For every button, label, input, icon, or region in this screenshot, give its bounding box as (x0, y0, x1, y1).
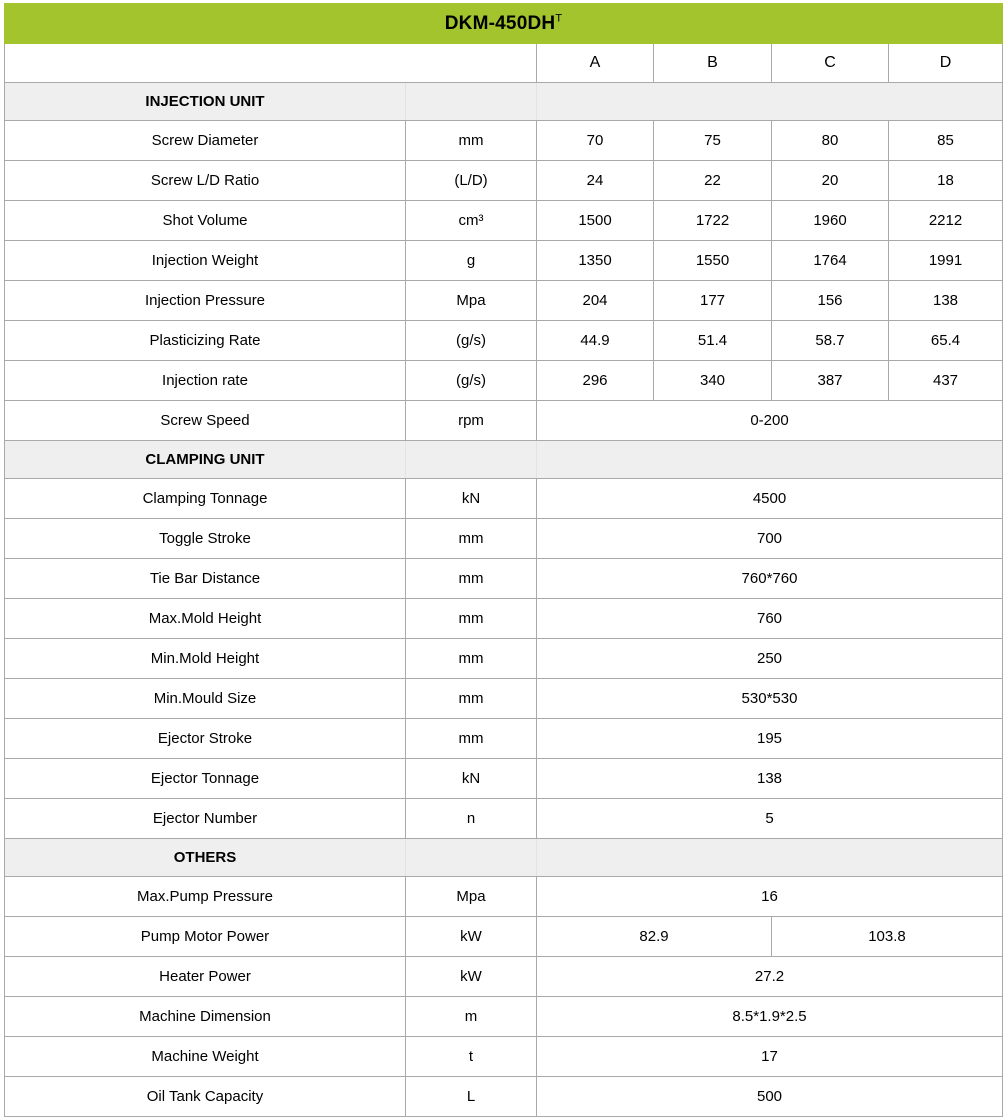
section-title: CLAMPING UNIT (5, 441, 406, 479)
section-row (5, 441, 1003, 479)
row-value: 24 (537, 161, 654, 201)
row-value: 0-200 (537, 401, 1003, 441)
row-value: 1722 (654, 201, 772, 241)
column-header-b: B (654, 44, 772, 83)
row-value: 1500 (537, 201, 654, 241)
row-value: 138 (537, 759, 1003, 799)
row-label: Pump Motor Power (5, 917, 406, 957)
row-value: 5 (537, 799, 1003, 839)
row-value: 296 (537, 361, 654, 401)
row-label: Injection Weight (5, 241, 406, 281)
section-spacer (537, 441, 1003, 479)
section-row (5, 839, 1003, 877)
row-unit: t (406, 1037, 537, 1077)
section-spacer (406, 441, 537, 479)
row-label: Oil Tank Capacity (5, 1077, 406, 1117)
table-row (5, 121, 1003, 161)
table-row (5, 479, 1003, 519)
row-value: 8.5*1.9*2.5 (537, 997, 1003, 1037)
section-title: OTHERS (5, 839, 406, 877)
row-value: 103.8 (772, 917, 1003, 957)
row-label: Injection Pressure (5, 281, 406, 321)
row-unit: mm (406, 519, 537, 559)
row-value: 82.9 (537, 917, 772, 957)
page-title (5, 4, 1003, 44)
model-name: DKM-450DH (444, 12, 556, 34)
row-unit: Mpa (406, 281, 537, 321)
section-title: INJECTION UNIT (5, 83, 406, 121)
row-value: 16 (537, 877, 1003, 917)
row-value: 1991 (889, 241, 1003, 281)
row-value: 1350 (537, 241, 654, 281)
table-row (5, 599, 1003, 639)
row-unit: mm (406, 599, 537, 639)
column-header-row (5, 44, 1003, 83)
table-row (5, 401, 1003, 441)
table-row (5, 559, 1003, 599)
row-value: 760*760 (537, 559, 1003, 599)
table-row (5, 241, 1003, 281)
row-label: Ejector Number (5, 799, 406, 839)
row-value: 204 (537, 281, 654, 321)
row-unit: (g/s) (406, 361, 537, 401)
row-value: 387 (772, 361, 889, 401)
row-label: Clamping Tonnage (5, 479, 406, 519)
row-unit: kW (406, 917, 537, 957)
row-value: 18 (889, 161, 1003, 201)
row-value: 22 (654, 161, 772, 201)
column-header-c: C (772, 44, 889, 83)
row-value: 20 (772, 161, 889, 201)
table-row (5, 679, 1003, 719)
column-header-empty (5, 44, 537, 83)
spec-table (4, 3, 1003, 1117)
table-row (5, 917, 1003, 957)
row-unit: kW (406, 957, 537, 997)
table-row (5, 957, 1003, 997)
table-row (5, 1037, 1003, 1077)
row-label: Min.Mould Size (5, 679, 406, 719)
column-header-a: A (537, 44, 654, 83)
row-unit: mm (406, 719, 537, 759)
table-row (5, 519, 1003, 559)
row-value: 156 (772, 281, 889, 321)
row-value: 65.4 (889, 321, 1003, 361)
row-unit: cm³ (406, 201, 537, 241)
row-unit: kN (406, 479, 537, 519)
row-label: Shot Volume (5, 201, 406, 241)
row-value: 1764 (772, 241, 889, 281)
row-value: 70 (537, 121, 654, 161)
row-label: Screw Diameter (5, 121, 406, 161)
row-value: 2212 (889, 201, 1003, 241)
section-spacer (537, 83, 1003, 121)
row-label: Screw L/D Ratio (5, 161, 406, 201)
row-value: 177 (654, 281, 772, 321)
model-superscript: T (555, 12, 563, 25)
row-unit: (L/D) (406, 161, 537, 201)
row-value: 85 (889, 121, 1003, 161)
title-row (5, 4, 1003, 44)
row-value: 27.2 (537, 957, 1003, 997)
row-label: Tie Bar Distance (5, 559, 406, 599)
row-value: 437 (889, 361, 1003, 401)
row-value: 51.4 (654, 321, 772, 361)
table-row (5, 361, 1003, 401)
table-row (5, 201, 1003, 241)
row-label: Screw Speed (5, 401, 406, 441)
row-label: Ejector Stroke (5, 719, 406, 759)
row-label: Machine Weight (5, 1037, 406, 1077)
table-row (5, 161, 1003, 201)
row-value: 44.9 (537, 321, 654, 361)
row-value: 340 (654, 361, 772, 401)
row-value: 530*530 (537, 679, 1003, 719)
section-spacer (537, 839, 1003, 877)
row-value: 80 (772, 121, 889, 161)
table-row (5, 281, 1003, 321)
spec-table-body (5, 83, 1003, 1117)
row-value: 1550 (654, 241, 772, 281)
row-unit: rpm (406, 401, 537, 441)
table-row (5, 719, 1003, 759)
table-row (5, 759, 1003, 799)
row-unit: mm (406, 639, 537, 679)
section-spacer (406, 83, 537, 121)
row-label: Max.Pump Pressure (5, 877, 406, 917)
row-unit: mm (406, 679, 537, 719)
row-value: 700 (537, 519, 1003, 559)
row-unit: mm (406, 121, 537, 161)
row-value: 138 (889, 281, 1003, 321)
row-value: 250 (537, 639, 1003, 679)
row-label: Injection rate (5, 361, 406, 401)
table-row (5, 321, 1003, 361)
row-unit: mm (406, 559, 537, 599)
row-label: Min.Mold Height (5, 639, 406, 679)
row-label: Heater Power (5, 957, 406, 997)
row-value: 75 (654, 121, 772, 161)
row-unit: Mpa (406, 877, 537, 917)
row-value: 17 (537, 1037, 1003, 1077)
row-value: 195 (537, 719, 1003, 759)
row-unit: g (406, 241, 537, 281)
row-value: 58.7 (772, 321, 889, 361)
table-row (5, 997, 1003, 1037)
section-row (5, 83, 1003, 121)
row-unit: n (406, 799, 537, 839)
section-spacer (406, 839, 537, 877)
row-unit: kN (406, 759, 537, 799)
table-row (5, 799, 1003, 839)
row-label: Toggle Stroke (5, 519, 406, 559)
row-value: 4500 (537, 479, 1003, 519)
row-value: 760 (537, 599, 1003, 639)
table-row (5, 877, 1003, 917)
row-unit: L (406, 1077, 537, 1117)
table-row (5, 1077, 1003, 1117)
row-unit: m (406, 997, 537, 1037)
row-unit: (g/s) (406, 321, 537, 361)
row-label: Max.Mold Height (5, 599, 406, 639)
table-row (5, 639, 1003, 679)
row-value: 1960 (772, 201, 889, 241)
column-header-d: D (889, 44, 1003, 83)
row-value: 500 (537, 1077, 1003, 1117)
row-label: Ejector Tonnage (5, 759, 406, 799)
row-label: Plasticizing Rate (5, 321, 406, 361)
row-label: Machine Dimension (5, 997, 406, 1037)
